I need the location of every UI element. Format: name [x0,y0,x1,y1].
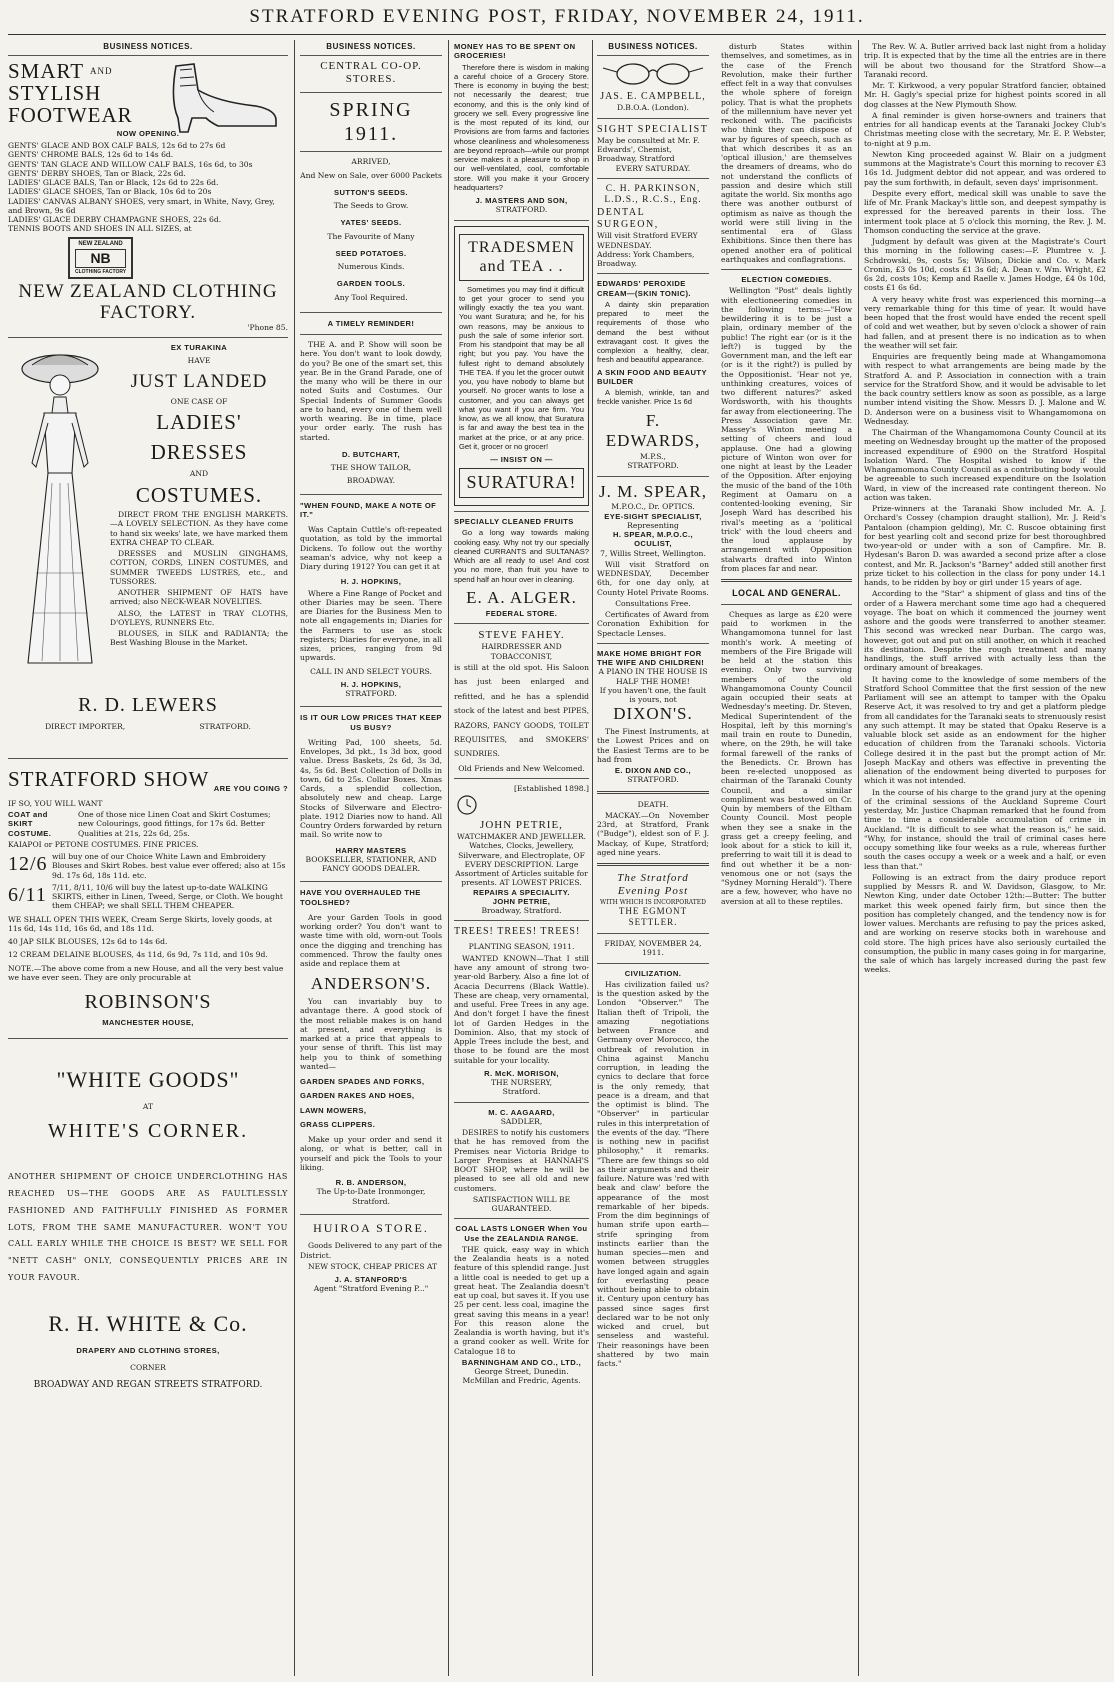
civilization-title: CIVILIZATION. [624,968,682,978]
spear-sub: M.P.O.C., Dr. OPTICS. [611,502,695,512]
petrie-repairs: REPAIRS A SPECIALITY. [473,887,570,897]
lewers-paragraph: ANOTHER SHIPMENT OF HATS have arrived; also NECK-WEAR NOVELTIES. [110,588,288,607]
post-date: FRIDAY, NOVEMBER 24, 1911. [604,939,702,958]
andersons-text: You can invariably buy to advantage there. A good stock of the most reliable makes is on hand at present, and everything is marked at a price that appeals to your sense of thrift. This list may help you to think of something wanted— [300,997,442,1071]
spear-address: 7, Willis Street, Wellington. [600,548,706,558]
robinsons-house: MANCHESTER HOUSE, [102,1018,194,1028]
lewers-and: AND [189,469,209,479]
lewers-dresses: DRESSES [150,439,248,464]
edwards-name: F. EDWARDS, [605,410,701,451]
news-paragraph: The Chairman of the Whangamomona County Council at its meeting on Wednesday brought up the matter of the proposed increased expenditure of £900 on the Stratford Hospital Isolation Ward. The Hospital wished to know if the Whangamomona County Council as a contributing body would be agreeable to such increased expenditure on the Isolation Ward, in view of the increased rate contingent thereon. No action was taken. [864,428,1106,502]
fahey-name: STEVE FAHEY. [478,628,565,641]
lewers-case: ONE CASE OF [170,396,228,406]
sight-specialist: SIGHT SPECIALIST [597,123,709,135]
dental-address: Address: York Chambers, Broadway. [597,249,695,269]
spear-consult: Consultations Free. [615,598,691,608]
hopkins-place: STRATFORD. [345,689,397,699]
cream-text: A dainty skin preparation prepared to meet the requirements of those who demand the best without extravagant cost. It gives the complexion a healthy, clear, fresh and beautiful appearance. [597,299,709,365]
footwear-item: GENTS' CHROME BALS, 12s 6d to 14s 6d. [8,150,174,160]
hopkins-name: H. J. HOPKINS, [340,577,402,587]
white-corner-heading: WHITE'S CORNER. [47,1119,249,1142]
huiroa-text: Goods Delivered to any part of the District. [300,1241,442,1260]
robinsons-advert [8,767,288,1028]
footwear-item: LADIES' CANVAS ALBANY SHOES, very smart, in White, Navy, Grey, and Brown, 9s 6d [8,196,275,215]
news-paragraph: A very heavy white frost was experienced this morning—a very remarkable thing for this time of year. It would have been hoped that the frost would have ended the recent spell of cold and wet weather, but by seven o'clock a shower of rain had fallen, and at present there is no indication as to when the weather will set fair. [864,294,1106,350]
show-price-2: 6/11 [8,883,47,906]
fahey-text: is still at the old spot. His Saloon has just been enlarged and refitted, and he has a splendid stock of the latest and best PIPES, RAZORS, FANCY GOODS, TOILET REQUISITES, and SMOKERS' SUNDRIES. [454,662,589,759]
factory-phone: 'Phone 85. [247,322,288,332]
money-title: MONEY HAS TO BE SPENT ON GROCERIES! [454,42,576,61]
tradesmen-heading: TRADESMEN [468,238,575,256]
masthead: STRATFORD EVENING POST, FRIDAY, NOVEMBER 24, 1911. [249,6,865,27]
spear-oculist: H. SPEAR, M.P.O.C., OCULIST, [612,530,694,549]
overhaul-text: Are your Garden Tools in good working order? You don't want to waste time with old, worn-out Tools once the digging and trenching has commenced. Throw the faulty ones aside and replace them at [300,912,442,969]
hopkins-name-2: H. J. HOPKINS, [340,679,402,689]
butchart-place: BROADWAY. [346,476,396,486]
spear-name: J. M. SPEAR, [599,481,707,501]
section-heading: BUSINESS NOTICES. [597,40,709,56]
column-2 [300,40,442,1676]
fahey-sub: HAIRDRESSER AND TOBACCONIST, [481,642,562,661]
news-paragraph: Despite every effort, medical skill was unable to save the life of Mr. Frank Mackay's little son, and deepest sympathy is expressed for the bereaved parents in their loss. The interment took place at 5 o'clock this morning, the Rev. J. M. Thomson conducting the service at the grave. [864,188,1106,235]
aagaard-sub: SADDLER, [500,1116,543,1126]
news-paragraph: Following is an extract from the dairy produce report supplied by Messrs R. and W. Davidson, Glasgow, to Mr. Newton King, under date October 12th:—Butter: The butter market this week opened fairly firm, but since then the position has completely changed, and the tendency now is for lower values. Merchants are refusing to pay the prices asked, and are working on reserve stocks both in warehouse and cold store. The high prices have also seriously curtailed the consumption, the public in many cases going in for margarine, the sale of which has largely increased during the past few weeks. [864,872,1106,975]
column-divider [858,40,859,1676]
home-title: MAKE HOME BRIGHT FOR THE WIFE AND CHILDREN! [597,648,705,668]
lewers-name: R. D. LEWERS [78,694,218,717]
anderson-sub: The Up-to-Date Ironmonger, [316,1187,426,1197]
edwards-sub: M.P.S., [640,452,666,462]
tool-item: GARDEN SPADES AND FORKS, [300,1077,425,1087]
civilization-text: Has civilization failed us? is the question asked by the London "Observer." The Italian theft of Tripoli, the amazing negotiations between France and Germany over Morocco, the outbreak of revolution in China against Manchu corruption, in leading the cynics to declare that force is the only remedy, that peace is a dream, and that the optimist is blind. The "Observer" in particular rules in this interpretation of the events of the day. "There is nothing new in pacifist philosophy," it remarks. "There are few things so old as their arguments and their failure. Nature was 'red with beak and claw' before the appearance of the most remarkable of her bipeds. From the dim beginnings of human strife upon earth—strife springing from instincts earlier than the human species—men and women between struggles have longed again and again for everlasting peace without being able to obtain it. Century upon century has passed since sages first declared war to be not only wicked and cruel, but senseless and wasteful. Their reasonings have been shattered by two main facts." [597,979,709,1369]
seed-potatoes: SEED POTATOES. [335,248,407,258]
sight-every: EVERY SATURDAY. [615,163,691,173]
show-delaine: 12 CREAM DELAINE BLOUSES, 4s 11d, 6s 9d, 7s 11d, and 10s 9d. [8,950,268,960]
show-coat-description: One of those nice Linen Coat and Skirt Costumes; new Colourings, good fittings, for 17s 6d. Better Qualities at 21s, 22s 6d, 25s. [78,810,271,838]
trees-title: TREES! TREES! TREES! [454,926,581,938]
section-heading: BUSINESS NOTICES. [8,40,288,56]
lewers-costumes: COSTUMES. [135,482,263,507]
alger-sub: FEDERAL STORE. [485,608,558,618]
news-paragraph: A final reminder is given horse-owners and trainers that entries for all handicap events at the Taranaki Jockey Club's Christmas meeting close with the secretary, Mr. E. P. Webster, to-night at 9 p.m. [864,110,1106,148]
morison-sub: THE NURSERY, [490,1078,553,1088]
lewers-paragraph: DIRECT FROM THE ENGLISH MARKETS.—A LOVELY SELECTION. As they have come to hand six weeks' late, we have marked them EXTRA CHEAP TO CLEAR. [110,510,288,547]
spear-certs: Certificates of Award from Coronation Exhibition for Spectacle Lenses. [597,610,709,638]
lewers-direct: DIRECT IMPORTER, [45,721,126,731]
white-goods-heading: "WHITE GOODS" [56,1066,240,1092]
masthead-rule [8,34,1106,35]
spring-arrived: ARRIVED, [351,157,391,167]
tool-item: GARDEN RAKES AND HOES, [300,1091,415,1101]
planting-season: PLANTING SEASON, 1911. [468,941,575,951]
footwear-item: TENNIS BOOTS AND SHOES IN ALL SIZES, at [8,224,192,234]
masters-name: HARRY MASTERS [335,845,407,855]
boot-icon [158,60,283,135]
local-general-title: LOCAL AND GENERAL. [732,588,841,598]
aagaard-text: DESIRES to notify his customers that he has removed from the Premises near Victoria Bridge to Larger Premises at HANNAH'S BOOT SHOP, where he will be pleased to see all old and new customers. [454,1128,589,1193]
potatoes-sub: Numerous Kinds. [337,262,405,272]
low-prices-text: Writing Pad, 100 sheets, 5d. Envelopes, 3d pkt., 1s 3d box, good value. Dress Baskets, 2s 6d, 3s 3d, 4s, 5s 6d. Best Collection of Dolls in town, 6d to 25s. Collar Boxes. Xmas Cards, a splendid collection, absolutely new and cheap. Large Stocks of Silverware and Electro-plate. 1912 Diaries now to hand. All Country Orders forwarded by return mail. So write now to [300,737,442,840]
aagaard-name: M. C. AAGAARD, [488,1107,555,1117]
footwear-heading-2: STYLISH [8,80,102,105]
lady-figure-icon [8,343,108,673]
civilization-text-continued: disturb States within themselves, and sometimes, as in the case of the French Revolution, make their further effect felt in a way that convulses the whole sphere of foreign policy. That is what the prophets of the millennium have never yet reckoned with. The pacificists who think they can dispose of war by figures of speech, such as that which describes it as an 'optical illusion,' are themselves the dreamers of dreams, who do not understand the conflicts of passion and desire which still agitate the world. Six months ago there was another outburst of optimism as naive as though the world were still living in the sentimental era of Glass Exhibitions. Since then there has opened another era of political earthquakes and conflagrations. [721,42,852,264]
butchart-sub: THE SHOW TAILOR, [330,463,412,473]
news-paragraph: According to the "Star" a shipment of glass and tins of the order of a Hawera merchant some time ago had a chequered voyage. The boat on which it commenced the journey went ashore and the goods were transferred to another steamer. This second was wrecked near Durban. The cargo was, however, got out and put on still another, on which it reached its destination. Despite the rough treatment and many handlings, the stuff arrived with actually less than the ordinary amount of breakages. [864,589,1106,673]
anderson-name: R. B. ANDERSON, [335,1178,407,1188]
petrie-established: [Established 1898.] [514,784,589,794]
white-paragraph: ANOTHER SHIPMENT OF CHOICE UNDERCLOTHING HAS REACHED US—THE GOODS ARE AS FAULTLESSLY FASHIONED AND FAITHFULLY FINISHED AS FORMER LOTS, FROM THE SAME MANUFACTURER. WON'T YOU CALL EARLY WHILE THE CHOICE IS BEST? WE SELL FOR "NETT CASH" ONLY, CONSEQUENTLY PRICES ARE IN YOUR FAVOUR. [8,1172,288,1282]
petrie-text: WATCHMAKER AND JEWELLER. Watches, Clocks, Jewellery, Silverware, and Electroplate, OF EVERY DESCRIPTION. Large Assortment of Articles suitable for presents. AT LOWEST PRICES. [455,832,588,888]
hopkins-call: CALL IN AND SELECT YOURS. [310,666,432,676]
parkinson-name: C. H. PARKINSON, L.D.S., R.C.S., Eng. [604,183,702,206]
column-3 [454,40,589,1676]
footwear-subhead: NOW OPENING. [116,128,180,138]
stanford-name: J. A. STANFORD'S [334,1275,408,1285]
footwear-advert [8,60,288,332]
central-coop-title: CENTRAL CO-OP. STORES. [320,59,422,86]
show-kaiapoi: KAIAPOI or PETONE COSTUMES. FINE PRICES. [8,839,199,849]
money-text: Therefore there is wisdom in making a careful choice of a Grocery Store. There is economy in buying the best; not necessarily the dearest; true economy, and this is the only kind of grocery we sell. Every progressive line is the most reputed of its kind, our Provisions are from farms and factories whose cleanliness and wholesomeness are beyond reproach—while our prompt service makes it a pleasure to shop in our well-ventilated, cool, comfortable store. Will you make it your Grocery headquarters? [454,62,589,192]
news-paragraph: Enquiries are frequently being made at Whangamomona with respect to what arrangements are being made by the Stratford A. and P. Association in connection with a train service for the Stratford Show, and it would be advisable to let the back country settlers know as soon as possible, as a large number intend visiting the Show. Messrs D. J. Malone and W. D. Anderson were on a business visit to Whangamomona on Wednesday. [864,352,1106,426]
footwear-item: GENTS' DERBY SHOES, Tan or Black, 22s 6d. [8,168,186,178]
lewers-paragraph: ALSO, the LATEST in TRAY CLOTHS, D'OYLEYS, RUNNERS Etc. [110,608,288,627]
builder-text: A blemish, wrinkle, tan and freckle vanisher. Price 1s 6d [597,388,709,407]
nz-clothing-factory-logo: NEW ZEALAND NB CLOTHING FACTORY [68,237,133,279]
lewers-ladies: LADIES' [156,410,242,435]
lewers-advert [8,343,288,753]
lewers-town: STRATFORD. [199,721,251,731]
petrie-place: Broadway, Stratford. [481,906,562,916]
masters-sub: BOOKSELLER, STATIONER, AND FANCY GOODS DEALER. [305,854,437,874]
coal-text: THE quick, easy way in which the Zealandia heats is a noted feature of this splendid range. Just a little coal is needed to get up a great heat. The Zealandia doesn't eat up coal, but saves it. If you use 25 per cent. less coal, imagine the great saving this means in a year! For this reason alone the Zealandia is worth having, but it's a grand cooker as well. Write for Catalogue 18 to [454,1244,589,1356]
tea-heading: and TEA . . [479,258,564,276]
huiroa-stock: NEW STOCK, CHEAP PRICES AT [308,1261,438,1271]
dental-text: Will visit Stratford EVERY WEDNESDAY. [597,231,698,250]
barningham-sub: George Street, Dunedin. [474,1367,569,1377]
lewers-paragraph: DRESSES and MUSLIN GINGHAMS, COTTON, CORDS, LINEN COSTUMES, and SUMMER TWEEDS LUSTRES, etc., and TUSSORES. [110,549,288,586]
show-costume: COSTUME. [8,828,52,838]
builder-title: A SKIN FOOD AND BEAUTY BUILDER [597,367,707,386]
sight-text: May be consulted at Mr. F. Edwards', Chemist, Broadway, Stratford [597,135,700,164]
coal-title: COAL LASTS LONGER When You Use the ZEALANDIA RANGE. [455,1224,588,1243]
tool-item: GRASS CLIPPERS. [300,1119,376,1129]
morison-name: R. McK. MORISON, [484,1068,559,1078]
election-text: Wellington "Post" deals lightly with electioneering comedies in the following terms:—"How bewildering it is to be just a plain, ordinary member of the public! The right ear (or is it the left?) is tugged by the Government man, and the left ear (or is it the right?) is pulled by the Oppositionist. 'Hear not ye, unthinking creatures, voices of two different natures?' asked Wordsworth, with his thoughts far away from electioneering. The Press Association gave Mr. Massey's Winton meeting a setting of cheers and loud applause. One had a glowing picture of Winton won over for one night at least by the Leader of the Opposition. After enjoying the music of the band of the 10th Regiment at Oamaru on a contented-looking evening, Sir Joseph Ward has described his rival's meeting as a 'political trick' with the loud cheers and the loud applause by arrangement with Opposition stalwarts drafted into Winton from places far and near. [721,286,852,573]
lewers-paragraph: BLOUSES, in SILK and RADIANTA; the Best Washing Blouse in the Market. [110,629,288,648]
footwear-item: GENTS' GLACE AND BOX CALF BALS, 12s 6d to 27s 6d [8,141,226,150]
suratura-brand: SURATURA! [459,468,584,498]
white-drapery: DRAPERY AND CLOTHING STORES, [76,1345,220,1355]
petrie-name-2: JOHN PETRIE, [492,896,551,906]
footwear-item: GENTS' TAN GLACE AND WILLOW CALF BALS, 16s 6d, to 30s [8,159,253,169]
news-paragraph: Newton King proceeded against W. Blair on a judgment summons at the Magistrate's Court this morning to recover £3 16s 1d. Judgment debtor did not appear, and was ordered to pay the sum forthwith, in default, seven days' imprisonment. [864,149,1106,187]
morison-place: Stratford. [502,1087,541,1097]
election-title: ELECTION COMEDIES. [741,275,832,284]
alger-name: E. A. ALGER. [466,587,577,607]
news-paragraph: The Rev. W. A. Butler arrived back last night from a holiday trip. It is expected that by the time all the entries are in there will be about two thousand for the Stratford Show—a Taranaki record. [864,42,1106,79]
spear-representing: Representing [627,520,679,530]
fahey-close: Old Friends and New Welcomed. [458,763,585,773]
column-divider [448,40,449,1676]
masters-son-name: J. MASTERS AND SON, [475,196,568,205]
show-coming: ARE YOU COING ? [213,783,288,793]
garden-tools: GARDEN TOOLS. [336,279,406,289]
lewers-just-landed: JUST LANDED [130,370,268,392]
news-paragraph: Judgment by default was given at the Magistrate's Court this morning in the following cases:—F. Plumtree v. J. Schdrowski, 9s, costs 5s; Wilson, Dickie and Co. v. Mark Cronin, £3 0s 10d, costs £1 3s 6d; A. Dean v. Wm. Wright, £2 6s 2d, costs 10s; Kemp and Raelle v. James Hodge, £4 0s 10d, costs £1 6s 6d. [864,237,1106,293]
nz-clothing-factory-name: NEW ZEALAND CLOTHING FACTORY. [18,280,278,323]
overhaul-title: HAVE YOU OVERHAULED THE TOOLSHED? [300,888,421,907]
column-4 [597,40,852,1676]
petrie-name: JOHN PETRIE, [480,818,563,831]
news-paragraph: In the course of his charge to the grand jury at the opening of the criminal sessions of the Auckland Supreme Court yesterday, Mr. Justice Chapman remarked that he found from time to time a considerable accumulation of crime in Auckland. "It is difficult to see what the reason is," he said. "Why, for instance, should the trail of criminal cases here occupy something like four weeks as a rule, whereas further south the cases occupy a week or a week and a half, or even less than that." [864,787,1106,871]
show-price-2-description: 7/11, 8/11, 10/6 will buy the latest up-to-date WALKING SKIRTS, either in Linen, Tweed, Serge, or Cloth. We bought them CHEAP; we shall SELL THEM CHEAPER. [52,882,283,911]
white-at: AT [142,1101,154,1111]
insist-on: — INSIST ON — [490,455,553,465]
home-if: If you haven't one, the fault is yours, not [599,685,707,705]
garden-sub: Any Tool Required. [334,292,408,302]
tools-text: Make up your order and send it along, or what is better, call in yourself and pick the Tools to your liking. [300,1135,442,1172]
show-note: NOTE.—The above come from a new House, and all the very best value we have ever seen. They are only procurable at [8,963,284,982]
column-divider [294,40,295,1676]
footwear-heading-3: FOOTWEAR [8,102,133,127]
show-coat: COAT and [8,810,48,820]
white-corner: CORNER [130,1362,166,1372]
reminder-title: A TIMELY REMINDER! [327,318,415,328]
footwear-item: LADIES' GLACE SHOES, Tan or Black, 10s 6d to 20s [8,187,212,197]
show-serge: WE SHALL OPEN THIS WEEK, Cream Serge Skirts, lovely goods, at 11s 6d, 14s 11d, 16s 6d, and 18s 11d. [8,914,273,933]
hopkins-text: Where a Fine Range of Pocket and other Diaries may be seen. There are Diaries for the Business Men to note all engagements in; Diaries for the Farmers to use as stock registers; Diaries for everyone, in all sizes, prices, ranging from 9d upwards. [300,588,442,663]
column-5 [864,40,1106,1676]
show-skirt: SKIRT [8,819,33,829]
fruits-text: Go a long way towards making cooking easy. Why not try our specially cleaned CURRANTS and SULTANAS? Which are all ready to use! And cost you no more, than fruit you have to spend half an hour over in cleaning. [454,528,589,584]
fruits-title: SPECIALLY CLEANED FRUITS [454,517,574,527]
robinsons-name: ROBINSON'S [84,991,212,1014]
dental-surgeon: DENTAL SURGEON, [597,207,659,231]
white-streets: BROADWAY AND REGAN STREETS STRATFORD. [33,1380,263,1391]
show-price-1: 12/6 [8,853,48,876]
home-half: HALF THE HOME! [616,676,690,686]
campbell-name: JAS. E. CAMPBELL, [600,91,706,103]
show-jap: 40 JAP SILK BLOUSES, 12s 6d to 14s 6d. [8,937,168,947]
spear-specialist: EYE-SIGHT SPECIALIST, [604,511,702,521]
post-title: The Stratford Evening Post [617,872,689,898]
section-heading: BUSINESS NOTICES. [300,40,442,56]
footwear-heading-and: AND [89,65,113,76]
trees-text: WANTED KNOWN—That I still have any amount of strong two-year-old Barbery. Also a fine lot of Acacia Decurrens (Black Wattle). These are cheap, very ornamental, and useful. Free Trees in any age. And don't forget I have the finest lot of Garden Hedges in the Dominion. Also, that my stock of Apple Trees include the best, and those to be found are the most suitable for your locality. [454,953,589,1065]
barningham-agents: McMillan and Fredric, Agents. [462,1376,581,1386]
found-title: "WHEN FOUND, MAKE A NOTE OF IT." [300,500,437,519]
news-paragraph: Mr. T. Kirkwood, a very popular Stratford fancier, obtained Mr. H. Gagly's special prize for highest points scored in all dog classes at the New Plymouth Show. [864,81,1106,109]
show-heading: STRATFORD SHOW [8,767,210,792]
column-1 [8,40,288,1676]
footwear-item: LADIES' GLACE DERBY CHAMPAGNE SHOES, 22s 6d. [8,215,222,224]
column-divider [592,40,593,1676]
spear-text: Will visit Stratford on WEDNESDAY, December 6th, for one day only, at County Hotel Private Rooms. [597,559,709,597]
huiroa-heading: HUIROA STORE. [313,1220,429,1235]
spectacles-icon [597,60,709,88]
death-title: DEATH. [637,799,669,809]
barningham-name: BARNINGHAM AND CO., LTD., [461,1357,582,1367]
cream-title: EDWARDS' PEROXIDE CREAM—(SKIN TONIC). [597,279,691,298]
dixon-name: E. DIXON AND CO., [614,766,692,776]
lewers-ex: EX TURAKINA [170,343,228,353]
tradesmen-text: Sometimes you may find it difficult to get your grocer to send you willingly exactly the tea you want. You want Suratura; and he, for his own reasons, may be anxious to push the sale of some inferior sort. From his standpoint that may be all right; but you pay. You have the fullest right to demand absolutely THE TEA. If you let the grocer outwit you, you have nobody to blame but yourself. No grocer wants to lose a customer, and you can always get what you want if you are firm. You know, as we all know, that Suratura is far and away the best tea in the market at the price, or at any price. Get it, grocer or no grocer! [459,284,584,451]
home-piano: A PIANO IN THE HOUSE IS [598,667,708,677]
found-text: Was Captain Cuttle's oft-repeated quotation, as told by the immortal Dickens. To follow out the worthy seaman's advice, why not keep a Diary during 1912? You can get it at [300,525,442,572]
post-sub: WITH WHICH IS INCORPORATED [600,898,706,906]
lewers-have: HAVE [187,356,211,366]
masters-son-place: STRATFORD. [495,205,548,215]
whites-advert [8,1067,288,1391]
stanford-agent: Agent "Stratford Evening P..." [313,1284,429,1294]
white-name: R. H. WHITE & Co. [48,1310,248,1336]
post-settler: THE EGMONT SETTLER. [618,906,688,928]
low-prices-title: IS IT OUR LOW PRICES THAT KEEP US BUSY? [300,713,442,732]
spring-heading: SPRING 1911. [329,98,413,145]
reminder-text: THE A. and P. Show will soon be here. You don't want to look dowdy, do you? Be one of the smart set, this year. Be in the Grand Parade, one of the many who will be there in our noted Suits and Costumes. Our Special Indents of Summer Goods are to hand, every one of them well worth wearing. Be in time, place your order early. The rush has started. [300,340,442,442]
dixon-place: STRATFORD. [627,775,679,785]
butchart-name: D. BUTCHART, [342,449,400,459]
tool-item: LAWN MOWERS, [300,1105,367,1115]
campbell-sub: D.B.O.A. (London). [617,103,689,113]
footwear-heading-1: SMART [8,58,84,83]
show-price-1-description: will buy one of our Choice White Lawn and Embroidery Blouses and Skirt Robes. best value ever offered; also at 15s 9d. 17s 6d, 18s 11d. etc. [52,852,286,880]
watch-icon [454,793,480,815]
death-text: MACKAY.—On November 23rd, at Stratford, Frank ("Budge"), eldest son of F. J. Mackay, of Kupe, Stratford; aged nine years. [597,810,709,857]
show-want: IF SO, YOU WILL WANT [8,798,103,808]
news-paragraph: It having come to the knowledge of some members of the Stratford School Committee that the first session of the new Parliament will see an attempt to tamper with the Opaku Reserve Act, it was resolved to try and get a platform pledge from all candidates for the Taranaki seats to strenuously resist any such attempt. It may be stated that Opaku Reserve is a valuable block set aside as an endowment for the higher education of children from the Taranaki schools. Victoria College desired it in the past but the prompt action of Mr. Joseph MacKay and others was effective in preventing the alienation of the endowment being diverted to purposes for which it was not intended. [864,674,1106,786]
yates-seeds: YATES' SEEDS. [340,218,402,228]
news-paragraph: Prize-winners at the Taranaki Show included Mr. A. J. Orchard's Cossey (champion draught stallion), Mr. J. Reid's Pantaloon (champion gelding), Mr. C. Ruscoe obtaining first for best yearling colt and second prize for best thoroughbred two-year-old or under with a son of Campfire. Mr. B. Hydesan's Baron D. was awarded a second prize after a close contest, and Mr. R. Jackson's "Barney" added still another first prize ticket to his collection in the class for pony under 14.1 hands, to be ridden by boy or girl under 15 years of age. [864,504,1106,587]
spring-sale: And New on Sale, over 6000 Packets [300,170,442,180]
dixons-text: The Finest Instruments, at the Lowest Prices and on the Easiest Terms are to be had from [597,727,709,764]
suttons-seeds: SUTTON'S SEEDS. [334,187,408,197]
aagaard-satisfaction: SATISFACTION WILL BE GUARANTEED. [472,1194,571,1214]
andersons-heading: ANDERSON'S. [310,974,432,994]
dixons-heading: DIXON'S. [613,704,693,724]
local-general-text: Cheques as large as £20 were paid to workmen in the Whangamomona tunnel for last month's work. A meeting of members of the Fire Brigade will be held at the station this evening. Only two surviving members of the old Whangamomona County Council again occupied their seats at Wednesday's meeting. Dr. Steven, Medical Superintendent of the Hospital, left by this morning's mail train en route to Dunedin, where, on the 29th, he will take formal farewell of the ranks of the Benedicts. Cr. Brown has been re-elected unopposed as chairman of the Taranaki County Council, and a similar compliment was bestowed on Cr. Quin by members of the Eltham County Council. Most people when they see a snake in the grass get a creepy feeling, and look about for a stick to kill it, preferring to wait till it is dead to find out whether it be a non-venomous one or not (says the "Sydney Morning Herald"). There are a few, however, who have no aversion at all to these reptiles. [721,609,852,906]
yates-sub: The Favourite of Many [327,231,415,241]
suratura-advert [454,226,589,507]
footwear-item: LADIES' GLACE BALS, Tan or Black, 12s 6d to 22s 6d. [8,178,219,187]
suttons-sub: The Seeds to Grow. [333,201,409,211]
edwards-place: STRATFORD. [627,461,679,471]
anderson-place: Stratford. [352,1196,390,1206]
